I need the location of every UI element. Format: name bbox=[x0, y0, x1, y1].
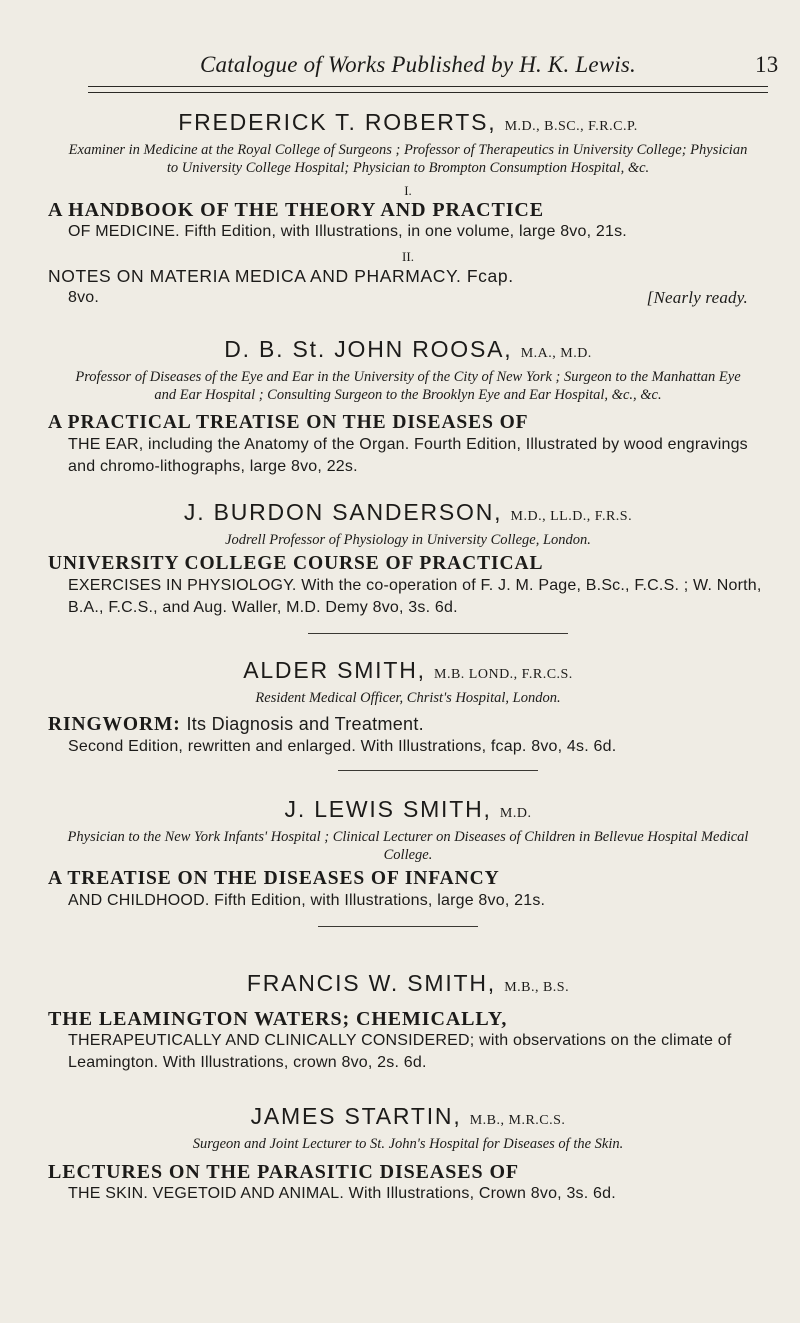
author-heading: ALDER SMITH, M.B. LOND., F.R.C.S. bbox=[243, 657, 573, 683]
author-affiliation: Physician to the New York Infants' Hospital ; Clinical Lecturer on Diseases of Children in Bellevue Hospital Medical College. bbox=[67, 829, 749, 863]
entry-roberts bbox=[48, 108, 768, 309]
work-numeral: II. bbox=[402, 249, 414, 264]
entry-francis-smith bbox=[48, 969, 768, 1074]
author-affiliation: Resident Medical Officer, Christ's Hospital, London. bbox=[255, 690, 561, 706]
work-title: LECTURES ON THE PARASITIC DISEASES OF bbox=[48, 1161, 520, 1183]
work-title: A HANDBOOK OF THE THEORY AND PRACTICE bbox=[48, 199, 544, 221]
author-heading: D. B. St. JOHN ROOSA, M.A., M.D. bbox=[224, 336, 592, 362]
entry-lewis-smith bbox=[48, 795, 768, 912]
work-title: A TREATISE ON THE DISEASES OF INFANCY bbox=[48, 868, 500, 889]
work-title: NOTES ON MATERIA MEDICA AND PHARMACY. Fcap. bbox=[48, 266, 514, 286]
work-description: THE EAR, including the Anatomy of the Organ. Fourth Edition, Illustrated by wood engravings and chromo-lithographs, large 8vo, 22s. bbox=[68, 436, 748, 475]
work-title: THE LEAMINGTON WATERS; CHEMICALLY, bbox=[48, 1008, 508, 1030]
author-affiliation: Professor of Diseases of the Eye and Ear in the University of the City of New York ; Surgeon to the Manhattan Eye and Ear Hospital ; Consulting Surgeon to the Brooklyn Eye and Ear Hospital, &c., &c. bbox=[75, 369, 741, 403]
work-description: EXERCISES IN PHYSIOLOGY. With the co-operation of F. J. M. Page, B.Sc., F.C.S. ; W. North, B.A., F.C.S., and Aug. Waller, M.D. Demy 8vo, 3s. 6d. bbox=[68, 577, 762, 616]
work-subtitle: Its Diagnosis and Treatment. bbox=[186, 714, 424, 734]
author-heading: FRANCIS W. SMITH, M.B., B.S. bbox=[246, 970, 570, 996]
work-description: THE SKIN. VEGETOID AND ANIMAL. With Illustrations, Crown 8vo, 3s. 6d. bbox=[68, 1185, 616, 1202]
author-heading: JAMES STARTIN, M.B., M.R.C.S. bbox=[250, 1103, 566, 1129]
status-note: [Nearly ready. bbox=[646, 288, 748, 307]
entry-sanderson bbox=[48, 498, 768, 619]
header-rule bbox=[88, 86, 768, 93]
running-title: Catalogue of Works Published by H. K. Lewis. bbox=[200, 52, 637, 77]
author-heading: J. LEWIS SMITH, M.D. bbox=[284, 796, 532, 822]
author-affiliation: Examiner in Medicine at the Royal College of Surgeons ; Professor of Therapeutics in University College; Physician to University College Hospital; Physician to Brompton Consumption Hospital, &c. bbox=[68, 142, 748, 176]
entry-roosa bbox=[48, 335, 768, 478]
work-numeral: I. bbox=[404, 183, 412, 198]
work-description: THERAPEUTICALLY AND CLINICALLY CONSIDERED; with observations on the climate of Leamington. With Illustrations, crown 8vo, 2s. 6d. bbox=[68, 1032, 732, 1071]
catalogue-content bbox=[48, 108, 768, 1205]
work-title: RINGWORM: Its Diagnosis and Treatment. bbox=[48, 714, 424, 735]
author-affiliation: Surgeon and Joint Lecturer to St. John's Hospital for Diseases of the Skin. bbox=[192, 1136, 624, 1152]
entry-startin bbox=[48, 1102, 768, 1205]
work-description: OF MEDICINE. Fifth Edition, with Illustrations, in one volume, large 8vo, 21s. bbox=[68, 223, 627, 240]
work-description: 8vo. [Nearly ready. bbox=[68, 288, 748, 307]
author-heading: J. BURDON SANDERSON, M.D., LL.D., F.R.S. bbox=[183, 499, 633, 525]
author-affiliation: Jodrell Professor of Physiology in University College, London. bbox=[225, 532, 591, 548]
page-number: 13 bbox=[755, 52, 779, 77]
work-title: A PRACTICAL TREATISE ON THE DISEASES OF bbox=[48, 412, 529, 433]
section-divider bbox=[338, 770, 538, 771]
author-heading: FREDERICK T. ROBERTS, M.D., B.SC., F.R.C.P. bbox=[178, 109, 638, 135]
section-divider bbox=[318, 926, 478, 927]
section-divider bbox=[308, 633, 568, 634]
entry-alder-smith bbox=[48, 656, 768, 758]
work-title: UNIVERSITY COLLEGE COURSE OF PRACTICAL bbox=[48, 553, 544, 574]
work-description: Second Edition, rewritten and enlarged. With Illustrations, fcap. 8vo, 4s. 6d. bbox=[68, 738, 617, 755]
work-description: AND CHILDHOOD. Fifth Edition, with Illustrations, large 8vo, 21s. bbox=[68, 892, 546, 909]
